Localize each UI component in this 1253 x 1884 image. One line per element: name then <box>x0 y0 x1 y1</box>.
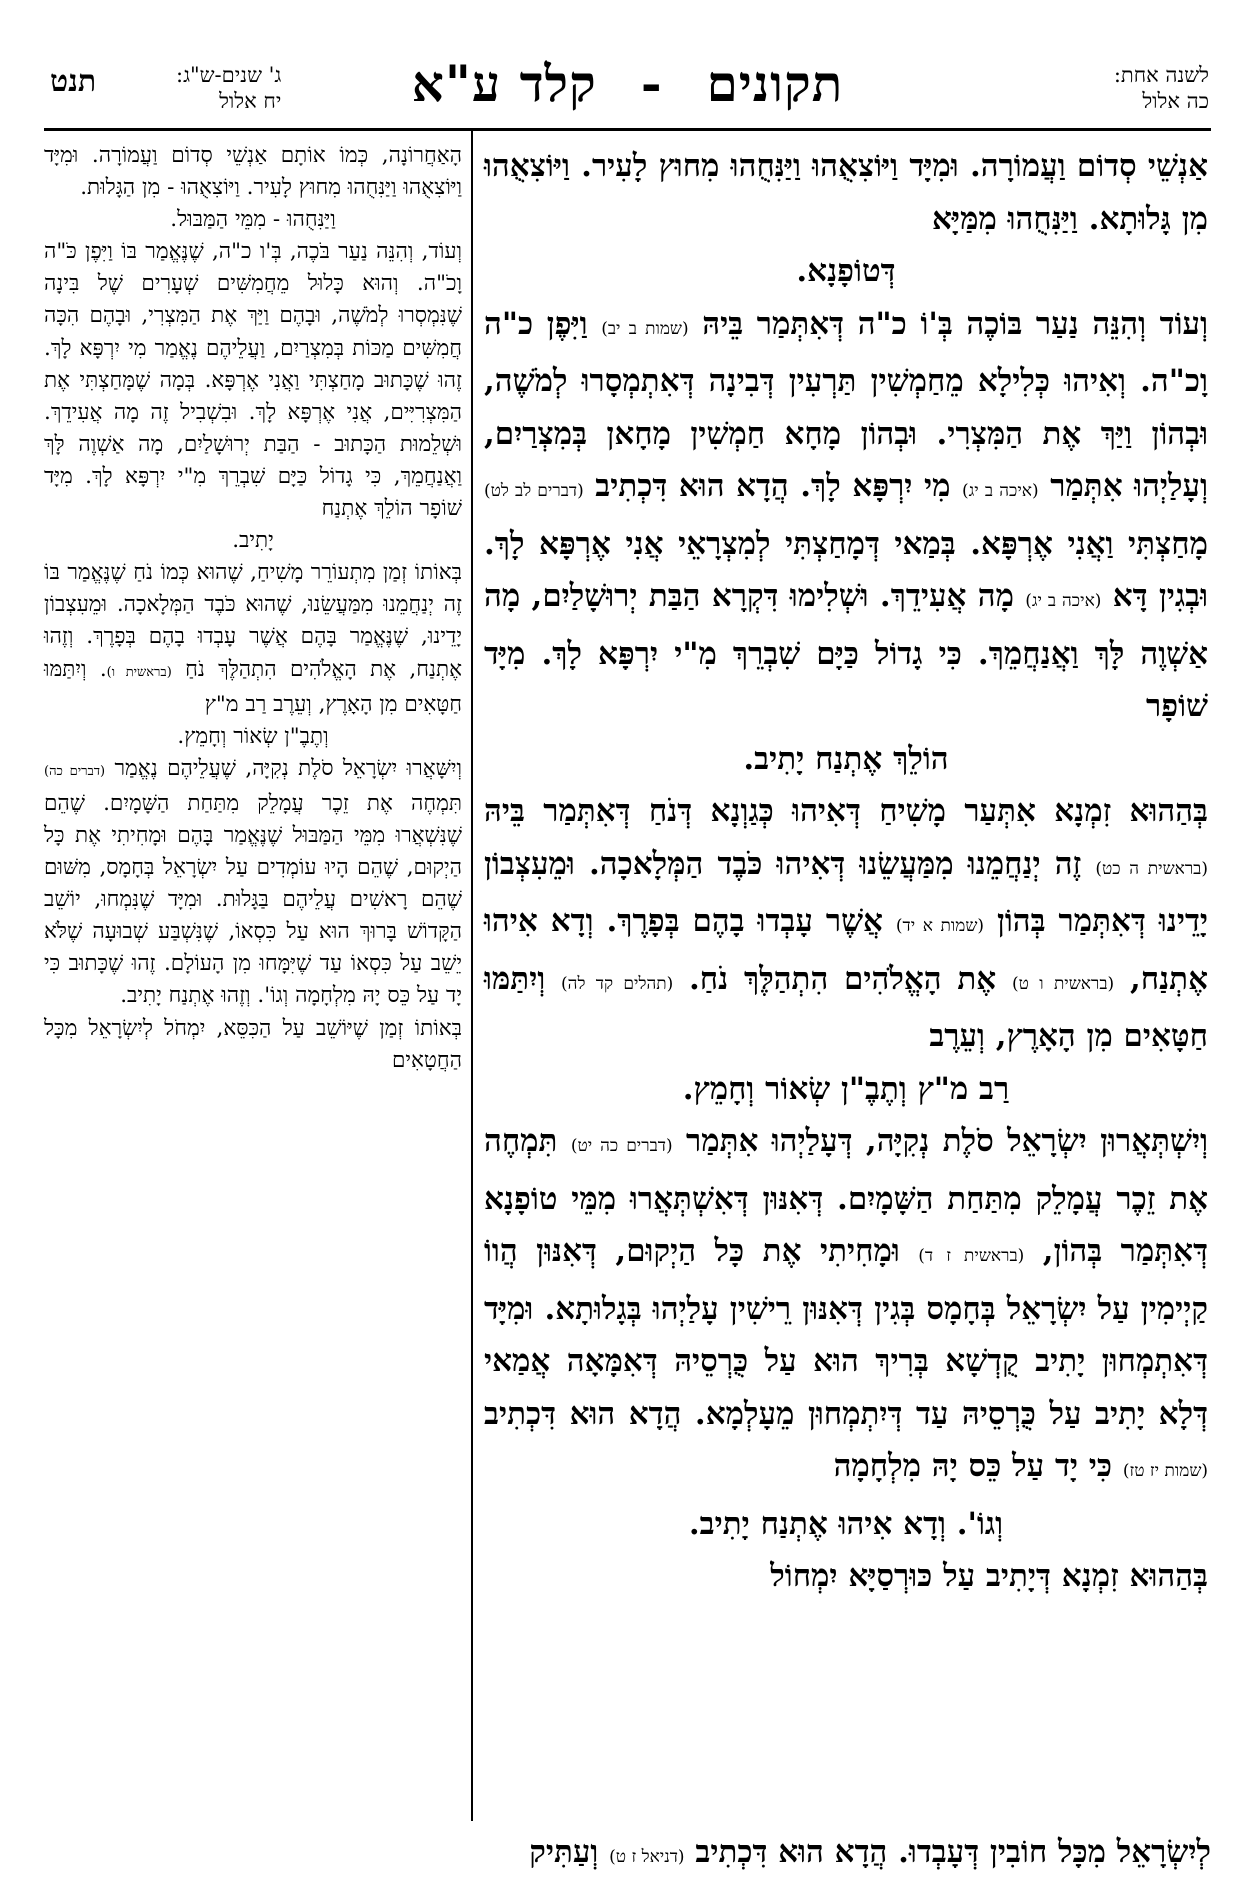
main-paragraph-4: וְיִשְׁתְּאֲרוּן יִשְׂרָאֵל סֹלֶת נְקִיָּה, דְּעָלַיְהוּ אִתְּמַר (דברים כה יט) תִּמְחֶה אֶת זֵכֶר עֲמָלֵק מִתַּחַת הַשָּׁמָיִם. דְּאִנּוּן דְּאִשְׁתְּאֲרוּ מִמֵּי טוֹפָנָא דְּאִתְּמַר בְּהוֹן, (בראשית ז ד) וּמָחִיתִי אֶת כָּל הַיְקוּם, דְּאִנּוּן הֲווֹ קַיְימִין עַל יִשְׂרָאֵל בְּחָמָס בְּגִין דְּאִנּוּן רֵישִׁין עָלַיְהוּ בְּגָלוּתָא. וּמִיָּד דְּאִתְמְחוּן יָתִיב קֻדְשָׁא בְּרִיךְ הוּא עַל כֻּרְסֵיהּ דְּאִמָּאָה אֲמַאי דְּלָא יָתִיב עַל כֻּרְסֵיהּ עַד דְּיִתְמְחוּן מֵעָלְמָא. הֲדָא הוּא דִּכְתִיב (שמות יז טז) כִּי יָד עַל כֵּס יָהּ מִלְחָמָה <box>484 1123 1209 1484</box>
main-paragraph-3-end: רַב מ"ץ וְתֶבֶ"ן שְׂאוֹר וְחָמֵץ. <box>682 1070 1010 1107</box>
citation: (דברים כה) <box>44 763 106 779</box>
side-paragraph-1: הָאַחֲרוֹנָה, כְּמוֹ אוֹתָם אַנְשֵׁי סְדוֹם וַעֲמוֹרָה. וּמִיָּד וַיּוֹצִאֻהוּ וַיַּנִּחֻהוּ מִחוּץ לָעִיר. וַיּוֹצִאֻהוּ - מִן הַגָּלוּת. <box>44 143 462 201</box>
citation: (דברים כה יט) <box>570 1136 673 1156</box>
citation: (שמות ב יב) <box>601 318 689 339</box>
main-paragraph-3: בְּהַהוּא זִמְנָא אִתְּעַר מָשִׁיחַ דְּאִיהוּ כְּגַוְנָא דְּנֹחַ דְּאִתְּמַר בֵּיהּ (בראשית ה כט) זֶה יְנַחֲמֵנוּ מִמַּעֲשֵׂנוּ דְּאִיהוּ כֹּבֶד הַמְּלָאכָה. וּמֵעִצְבוֹן יָדֵינוּ דְּאִתְּמַר בְּהוֹן (שמות א יד) אֲשֶׁר עָבְדוּ בָהֶם בְּפָרֶךְ. וְדָא אִיהוּ אֶתְנַח, (בראשית ו ט) אֶת הָאֱלֹהִים הִתְהַלֶּךְ נֹחַ. (תהלים קד לה) וְיִתַּמּוּ חַטָּאִים מִן הָאָרֶץ, וְעֵרֶב <box>484 793 1209 1054</box>
citation: (איכה ב יג) <box>1025 591 1102 611</box>
title-folio: קלד ע"א <box>411 54 597 113</box>
main-text-column <box>484 140 1208 1826</box>
citation: (בראשית ו ט) <box>1011 973 1115 994</box>
main-paragraph-4-end: וְגוֹ'. וְדָא אִיהוּ אֶתְנַח יָתִיב. <box>688 1505 1004 1542</box>
side-paragraph-2: וְעוֹד, וְהִנֵּה נַעַר בֹּכֶה, בְּ'ו כ"ה, שֶׁנֶּאֱמַר בּוֹ וַיִּפֶן כֹּ"ה וָכֹ"ה. וְהוּא כָּלוּל מֵחֲמִשִּׁים שְׁעָרִים שֶׁל בִּינָה שֶׁנִּמְסְרוּ לְמֹשֶׁה, וּבָהֶם וַיַּךְ אֶת הַמִּצְרִי, וּבָהֶם הִכָּה חֲמִשִּׁים מַכּוֹת בְּמִצְרַיִם, וַעֲלֵיהֶם נֶאֱמַר מִי יִרְפָּא לָךְ. זֶהוּ שֶׁכָּתוּב מָחַצְתִּי וַאֲנִי אֶרְפָּא. בְּמָה שֶׁמָּחַצְתִּי אֶת הַמִּצְרִיִּים, אֲנִי אֶרְפָּא לָךְ. וּבִשְׁבִיל זֶה מָה אֲעִידֵךְ. וּשְׁלֵמוּת הַכָּתוּב - הַבַּת יְרוּשָׁלַיִם, מָה אַשְׁוֶה לָּךְ וַאֲנַחֲמֵךְ, כִּי גָדוֹל כַּיָּם שִׁבְרֵךְ מִ"י יִרְפָּא לָךְ. מִיָּד שׁוֹפָר הוֹלֵךְ אֶתְנַח <box>44 239 462 522</box>
main-paragraph-5: בְּהַהוּא זִמְנָא דְּיָתִיב עַל כּוּרְסַיָּא יִמְחוֹל <box>770 1558 1208 1594</box>
bottom-continuation-line: לְיִשְׂרָאֵל מִכָּל חוֹבִין דְּעָבְדוּ. הֲדָא הוּא דִּכְתִיב (דניאל ז ט) וְעַתִּיק <box>529 1834 1211 1870</box>
main-paragraph-1: אַנְשֵׁי סְדוֹם וַעֲמוֹרָה. וּמִיָּד וַיּוֹצִאֻהוּ וַיַּנִּחֻהוּ מִחוּץ לָעִיר. וַיּוֹצִאֻהוּ מִן גָּלוּתָא. וַיַּנִּחֻהוּ מִמַּיָּא <box>484 148 1208 237</box>
header-rule <box>44 128 1211 131</box>
title-separator: - <box>640 54 663 113</box>
citation: (שמות יז טז) <box>1122 1461 1208 1481</box>
schedule-three-years-label: ג' שנים-ש"ג: <box>176 63 282 87</box>
side-paragraph-4: וְיִשָּׁאֲרוּ יִשְׂרָאֵל סֹלֶת נְקִיָּה, שֶׁעֲלֵיהֶם נֶאֱמַר (דברים כה) תִּמְחֶה אֶת זֵכֶר עֲמָלֵק מִתַּחַת הַשָּׁמָיִם. שֶׁהֵם שֶׁנִּשְׁאֲרוּ מִמֵּי הַמַּבּוּל שֶׁנֶּאֱמַר בָּהֶם וּמָחִיתִי אֶת כָּל הַיְקוּם, שֶׁהֵם הָיוּ עוֹמְדִים עַל יִשְׂרָאֵל בְּחָמָס, מִשּׁוּם שֶׁהֵם רָאשִׁים עֲלֵיהֶם בַּגָּלוּת. וּמִיָּד שֶׁנִּמְחוּ, יוֹשֵׁב הַקָּדוֹשׁ בָּרוּךְ הוּא עַל כִּסְאוֹ, שֶׁנִּשְׁבַּע שְׁבוּעָה שֶׁלֹּא יֵשֵׁב עַל כִּסְאוֹ עַד שֶׁיִּמָּחוּ מִן הָעוֹלָם. זֶהוּ שֶׁכָּתוּב כִּי יָד עַל כֵּס יָהּ מִלְחָמָה וְגוֹ'. וְזֶהוּ אֶתְנַח יָתִיב. <box>44 755 462 1009</box>
citation: (דניאל ז ט) <box>609 1847 685 1867</box>
schedule-one-year-date: כה אלול <box>1142 89 1209 113</box>
citation: (שמות א יד) <box>895 916 984 936</box>
column-divider <box>471 131 473 1821</box>
main-paragraph-2-end: הוֹלֵךְ אֶתְנַח יָתִיב. <box>743 740 949 777</box>
citation: (דברים לב לט) <box>484 481 584 501</box>
main-paragraph-1-end: דְּטוֹפָנָא. <box>796 253 896 289</box>
schedule-three-years <box>176 62 281 114</box>
schedule-one-year-label: לשנה אחת: <box>1113 63 1209 87</box>
citation: (בראשית ו) <box>106 664 172 680</box>
side-paragraph-2-end: יָתִיב. <box>232 528 274 554</box>
title-book: תקונים <box>706 54 844 113</box>
side-paragraph-3: בְּאוֹתוֹ זְמַן מִתְעוֹרֵר מָשִׁיחַ, שֶׁהוּא כְּמוֹ נֹחַ שֶׁנֶּאֱמַר בּוֹ זֶה יְנַחֲמֵנוּ מִמַּעֲשֵׂנוּ, שֶׁהוּא כֹּבֶד הַמְּלָאכָה. וּמֵעִצְבוֹן יָדֵינוּ, שֶׁנֶּאֱמַר בָּהֶם אֲשֶׁר עָבְדוּ בָהֶם בְּפָרֶךְ. וְזֶהוּ אֶתְנַח, אֶת הָאֱלֹהִים הִתְהַלֶּךְ נֹחַ (בראשית ו). וְיִתַּמּוּ חַטָּאִים מִן הָאָרֶץ, וְעֵרֶב רַב מ"ץ <box>44 560 462 717</box>
citation: (איכה ב יג) <box>962 481 1039 501</box>
side-paragraph-1-end: וַיַּנִּחֻהוּ - מִמֵּי הַמַּבּוּל. <box>170 207 336 233</box>
page-header <box>44 52 1211 128</box>
schedule-three-years-date: יח אלול <box>219 89 282 113</box>
citation: (בראשית ה כט) <box>1095 858 1208 879</box>
citation: (בראשית ז ד) <box>918 1246 1025 1266</box>
side-commentary-column <box>44 140 462 1780</box>
citation: (תהלים קד לה) <box>561 973 674 994</box>
page-number: תנט <box>50 64 97 99</box>
main-paragraph-2: וְעוֹד וְהִנֵּה נַעַר בּוֹכֶה בְּ'וֹ כ"ה דְּאִתְּמַר בֵּיהּ (שמות ב יב) וַיִּפֶן כ"ה וָכ"ה. וְאִיהוּ כְּלִילָא מֵחַמְשִׁין תַּרְעִין דְּבִינָה דְּאִתְמְסָרוּ לְמֹשֶׁה, וּבְהוֹן וַיַּךְ אֶת הַמִּצְרִי. וּבְהוֹן מָחָא חַמְשִׁין מָחָאן בְּמִצְרַיִם, וְעָלַיְהוּ אִתְּמַר (איכה ב יג) מִי יִרְפָּא לָךְ. הֲדָא הוּא דִּכְתִיב (דברים לב לט) מָחַצְתִּי וַאֲנִי אֶרְפָּא. בְּמַאי דְּמָחַצְתִּי לְמִצְרָאֵי אֲנִי אֶרְפָּא לָךְ. וּבְגִין דָּא (איכה ב יג) מָה אֲעִידֵךְ. וּשְׁלִימוּ דִּקְרָא הַבַּת יְרוּשָׁלַיִם, מָה אַשְׁוֶה לָּךְ וַאֲנַחֲמֵךְ. כִּי גָדוֹל כַּיָּם שִׁבְרֵךְ מִ"י יִרְפָּא לָךְ. מִיָּד שׁוֹפָר <box>484 305 1209 724</box>
side-paragraph-5: בְּאוֹתוֹ זְמַן שֶׁיּוֹשֵׁב עַל הַכִּסֵּא, יִמְחֹל לְיִשְׂרָאֵל מִכָּל הַחֲטָאִים <box>44 1015 462 1073</box>
side-paragraph-3-end: וְתֶבֶ"ן שְׂאוֹר וְחָמֵץ. <box>177 723 329 749</box>
